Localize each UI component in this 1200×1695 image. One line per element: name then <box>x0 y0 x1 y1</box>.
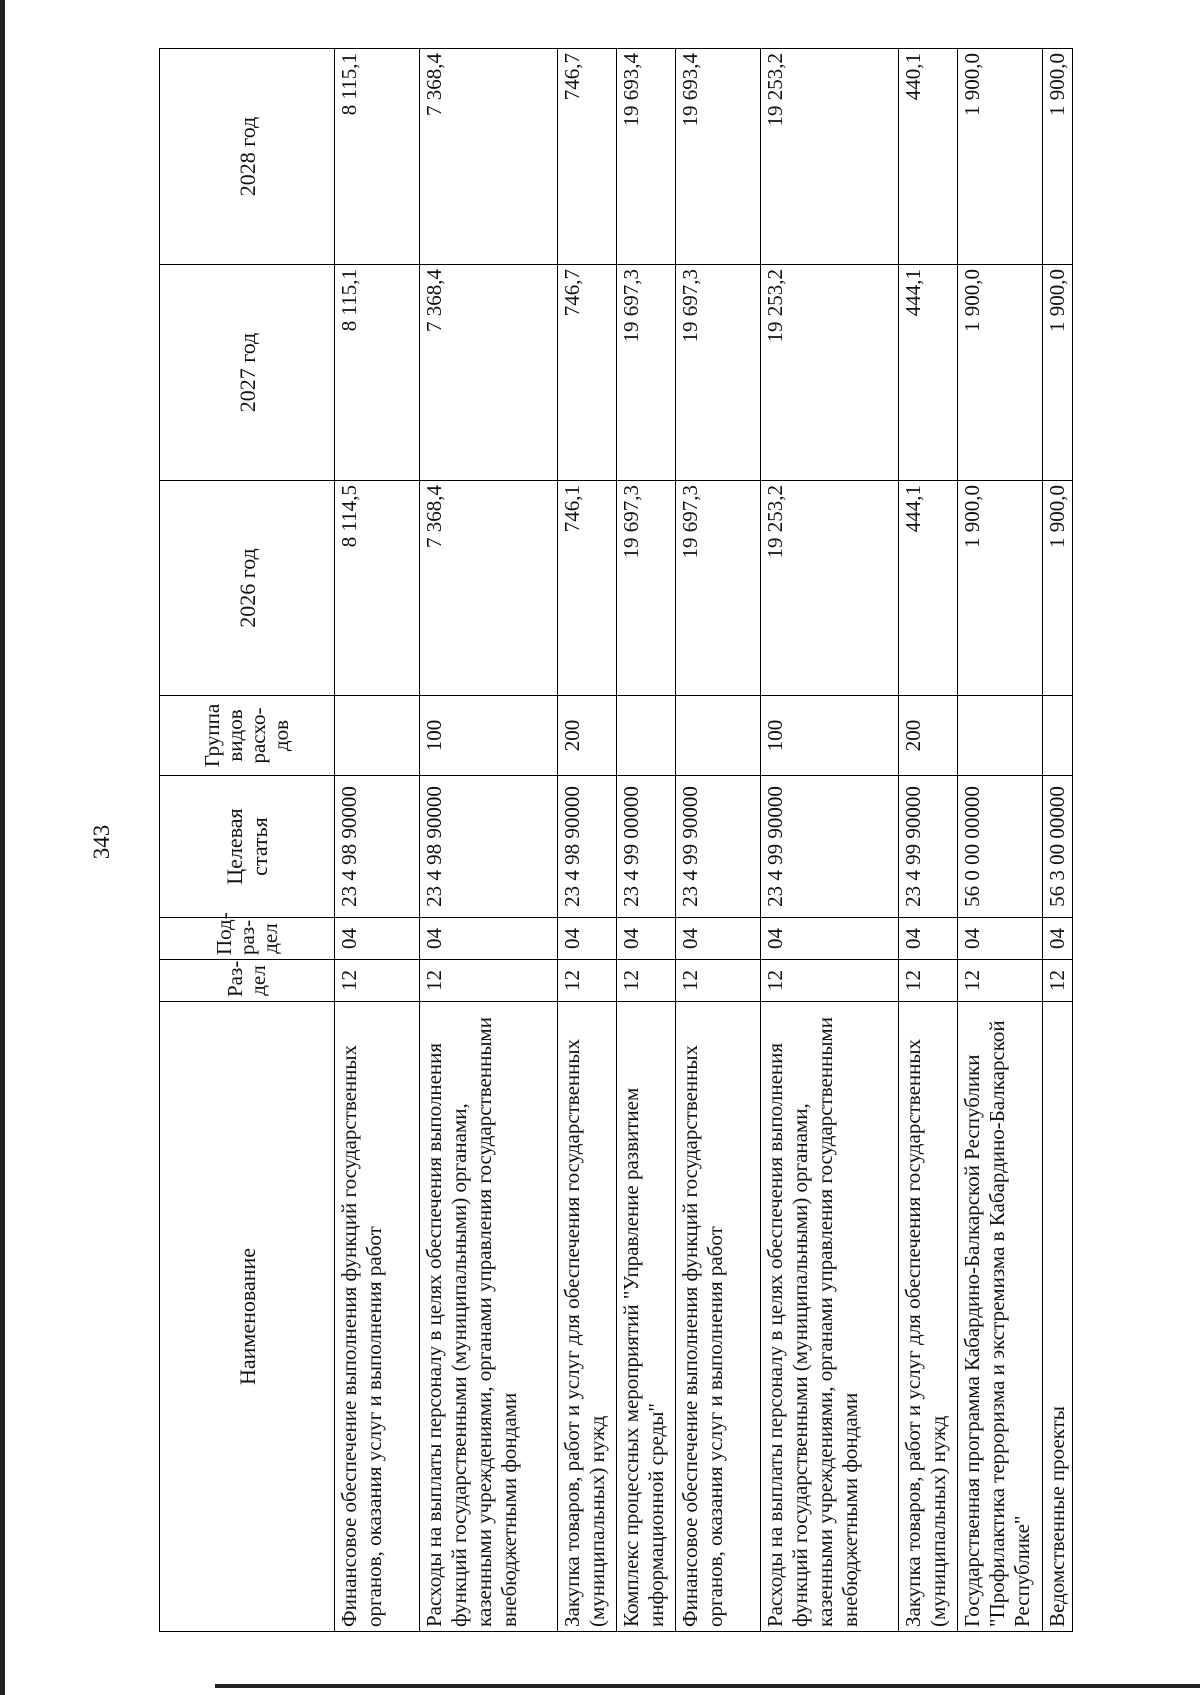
row-2027: 1 900,0 <box>958 265 1043 481</box>
header-razdel: Раз- дел <box>160 960 335 1002</box>
row-2028: 1 900,0 <box>958 49 1043 265</box>
row-podrazdel: 04 <box>420 918 558 960</box>
row-2027: 8 115,1 <box>335 265 420 481</box>
row-target: 23 4 99 00000 <box>617 776 676 918</box>
row-razdel: 12 <box>335 960 420 1002</box>
scan-edge-left <box>0 0 5 1695</box>
header-2028: 2028 год <box>160 49 335 265</box>
row-2028: 19 253,2 <box>761 49 899 265</box>
row-group <box>958 696 1043 776</box>
row-2027: 7 368,4 <box>420 265 558 481</box>
header-name: Наименование <box>160 1002 335 1632</box>
row-podrazdel: 04 <box>558 918 617 960</box>
table-row <box>676 49 761 1632</box>
row-2026: 746,1 <box>558 481 617 696</box>
row-2028: 19 693,4 <box>676 49 761 265</box>
row-group: 200 <box>558 696 617 776</box>
row-name: Ведомственные проекты <box>1043 1002 1073 1632</box>
row-2028: 8 115,1 <box>335 49 420 265</box>
header-2026: 2026 год <box>160 481 335 696</box>
row-razdel: 12 <box>420 960 558 1002</box>
header-row <box>160 49 335 1632</box>
table-row <box>335 49 420 1632</box>
row-2026: 8 114,5 <box>335 481 420 696</box>
row-razdel: 12 <box>558 960 617 1002</box>
row-podrazdel: 04 <box>761 918 899 960</box>
row-2027: 1 900,0 <box>1043 265 1073 481</box>
rotated-page <box>82 49 1088 1632</box>
row-name: Комплекс процессных мероприятий "Управление развитием информационной среды" <box>617 1002 676 1632</box>
row-podrazdel: 04 <box>676 918 761 960</box>
row-razdel: 12 <box>899 960 958 1002</box>
row-group <box>676 696 761 776</box>
table-row <box>761 49 899 1632</box>
row-razdel: 12 <box>761 960 899 1002</box>
row-2028: 19 693,4 <box>617 49 676 265</box>
row-2027: 19 697,3 <box>617 265 676 481</box>
row-target: 23 4 98 90000 <box>420 776 558 918</box>
row-name: Финансовое обеспечение выполнения функций государственных органов, оказания услуг и выполнения работ <box>676 1002 761 1632</box>
page-number: 343 <box>89 824 114 860</box>
row-2026: 444,1 <box>899 481 958 696</box>
row-group <box>335 696 420 776</box>
table-row <box>420 49 558 1632</box>
row-2026: 19 697,3 <box>617 481 676 696</box>
table-row <box>1043 49 1073 1632</box>
row-razdel: 12 <box>958 960 1043 1002</box>
row-2026: 7 368,4 <box>420 481 558 696</box>
row-podrazdel: 04 <box>899 918 958 960</box>
table-row <box>617 49 676 1632</box>
header-2027: 2027 год <box>160 265 335 481</box>
row-2027: 444,1 <box>899 265 958 481</box>
table-row <box>558 49 617 1632</box>
row-2026: 19 253,2 <box>761 481 899 696</box>
row-name: Расходы на выплаты персоналу в целях обеспечения выполнения функций государственными (муниципальными) органами, казенными учреждениями, органами управления государственными внебюджетными фондами <box>761 1002 899 1632</box>
row-group: 100 <box>420 696 558 776</box>
row-group: 200 <box>899 696 958 776</box>
row-2028: 746,7 <box>558 49 617 265</box>
row-target: 23 4 99 90000 <box>761 776 899 918</box>
row-razdel: 12 <box>676 960 761 1002</box>
header-podrazdel: Под- раз- дел <box>160 918 335 960</box>
table-row <box>899 49 958 1632</box>
row-razdel: 12 <box>1043 960 1073 1002</box>
row-target: 56 0 00 00000 <box>958 776 1043 918</box>
row-2027: 19 697,3 <box>676 265 761 481</box>
row-podrazdel: 04 <box>335 918 420 960</box>
scan-edge-bottom <box>215 1684 1200 1688</box>
row-podrazdel: 04 <box>958 918 1043 960</box>
row-target: 23 4 98 90000 <box>558 776 617 918</box>
row-target: 23 4 99 90000 <box>899 776 958 918</box>
row-2028: 440,1 <box>899 49 958 265</box>
row-2026: 1 900,0 <box>958 481 1043 696</box>
row-razdel: 12 <box>617 960 676 1002</box>
row-2026: 1 900,0 <box>1043 481 1073 696</box>
row-podrazdel: 04 <box>617 918 676 960</box>
table-row <box>958 49 1043 1632</box>
row-target: 56 3 00 00000 <box>1043 776 1073 918</box>
row-name: Закупка товаров, работ и услуг для обеспечения государственных (муниципальных) нужд <box>558 1002 617 1632</box>
row-name: Расходы на выплаты персоналу в целях обеспечения выполнения функций государственными (муниципальными) органами, казенными учреждениями, органами управления государственными внебюджетными фондами <box>420 1002 558 1632</box>
budget-table <box>159 48 1073 1632</box>
row-name: Закупка товаров, работ и услуг для обеспечения государственных (муниципальных) нужд <box>899 1002 958 1632</box>
row-2027: 19 253,2 <box>761 265 899 481</box>
row-group: 100 <box>761 696 899 776</box>
header-group: Группа видов расхо- дов <box>160 696 335 776</box>
row-group <box>1043 696 1073 776</box>
row-podrazdel: 04 <box>1043 918 1073 960</box>
row-2026: 19 697,3 <box>676 481 761 696</box>
row-name: Финансовое обеспечение выполнения функций государственных органов, оказания услуг и выполнения работ <box>335 1002 420 1632</box>
row-target: 23 4 98 90000 <box>335 776 420 918</box>
row-2028: 7 368,4 <box>420 49 558 265</box>
row-2028: 1 900,0 <box>1043 49 1073 265</box>
row-name: Государственная программа Кабардино-Балкарской Республики "Профилактика терроризма и экстремизма в Кабардино-Балкарской Республике" <box>958 1002 1043 1632</box>
header-target: Целевая статья <box>160 776 335 918</box>
row-2027: 746,7 <box>558 265 617 481</box>
row-target: 23 4 99 90000 <box>676 776 761 918</box>
row-group <box>617 696 676 776</box>
